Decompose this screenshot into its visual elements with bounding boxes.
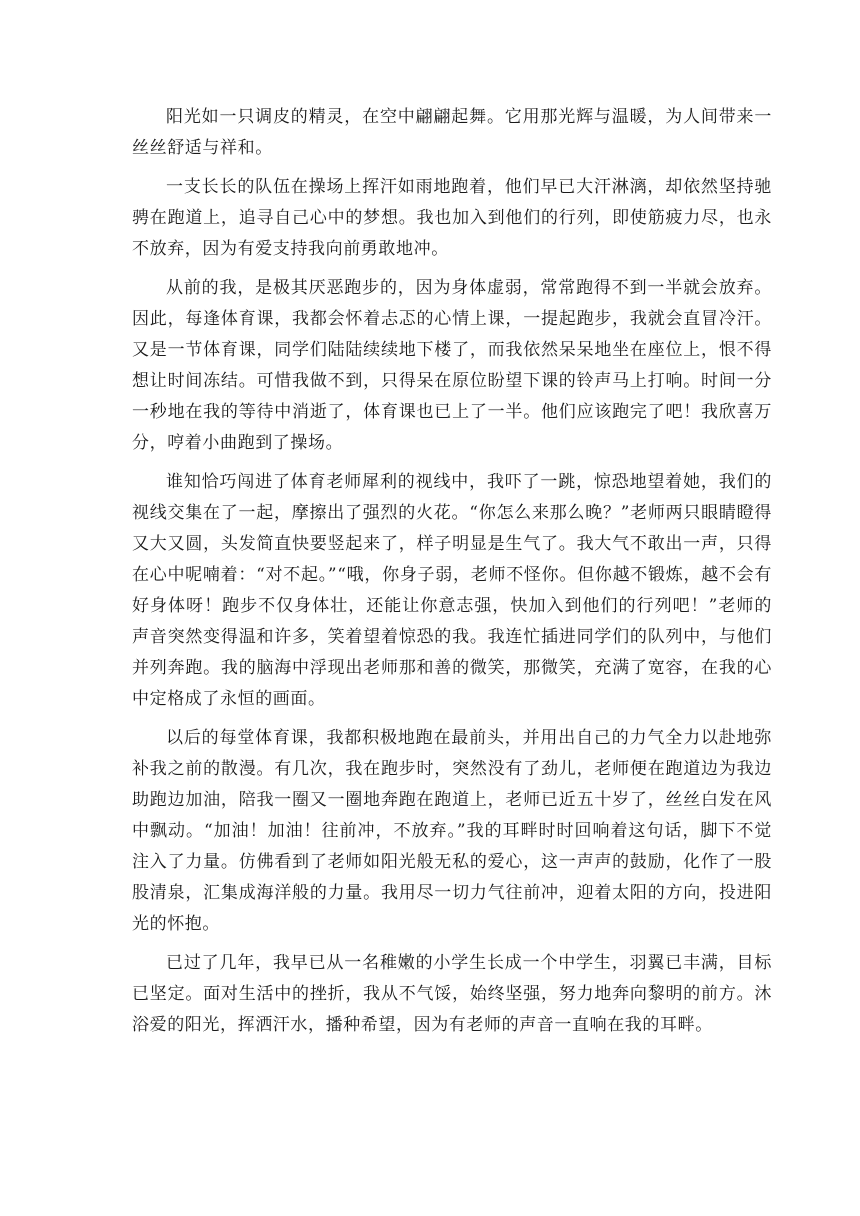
paragraph-6: 已过了几年，我早已从一名稚嫩的小学生长成一个中学生，羽翼已丰满，目标已坚定。面对生活中的挫折，我从不气馁，始终坚强，努力地奔向黎明的前方。沐浴爱的阳光，挥洒汗水，播种希望，因为有老师的声音一直响在我的耳畔。: [132, 953, 772, 1035]
document-body: [132, 102, 772, 1049]
paragraph-3: 从前的我，是极其厌恶跑步的，因为身体虚弱，常常跑得不到一半就会放弃。因此，每逢体育课，我都会怀着忐忑的心情上课，一提起跑步，我就会直冒冷汗。又是一节体育课，同学们陆陆续续地下楼了，而我依然呆呆地坐在座位上，恨不得想让时间冻结。可惜我做不到，只得呆在原位盼望下课的铃声马上打响。时间一分一秒地在我的等待中消逝了，体育课也已上了一半。他们应该跑完了吧！我欣喜万分，哼着小曲跑到了操场。: [132, 278, 772, 453]
paragraph-2: 一支长长的队伍在操场上挥汗如雨地跑着，他们早已大汗淋漓，却依然坚持驰骋在跑道上，追寻自己心中的梦想。我也加入到他们的行列，即使筋疲力尽，也永不放弃，因为有爱支持我向前勇敢地冲。: [132, 177, 772, 259]
paragraph-4: 谁知恰巧闯进了体育老师犀利的视线中，我吓了一跳，惊恐地望着她，我们的视线交集在了一起，摩擦出了强烈的火花。“你怎么来那么晚？”老师两只眼睛瞪得又大又圆，头发简直快要竖起来了，样子明显是生气了。我大气不敢出一声，只得在心中呢喃着：“对不起。”“哦，你身子弱，老师不怪你。但你越不锻炼，越不会有好身体呀！跑步不仅身体壮，还能让你意志强，快加入到他们的行列吧！”老师的声音突然变得温和许多，笑着望着惊恐的我。我连忙插进同学们的队列中，与他们并列奔跑。我的脑海中浮现出老师那和善的微笑，那微笑，充满了宽容，在我的心中定格成了永恒的画面。: [132, 472, 772, 709]
paragraph-5: 以后的每堂体育课，我都积极地跑在最前头，并用出自己的力气全力以赴地弥补我之前的散漫。有几次，我在跑步时，突然没有了劲儿，老师便在跑道边为我边助跑边加油，陪我一圈又一圈地奔跑在跑道上，老师已近五十岁了，丝丝白发在风中飘动。“加油！加油！往前冲，不放弃。”我的耳畔时时回响着这句话，脚下不觉注入了力量。仿佛看到了老师如阳光般无私的爱心，这一声声的鼓励，化作了一股股清泉，汇集成海洋般的力量。我用尽一切力气往前冲，迎着太阳的方向，投进阳光的怀抱。: [132, 728, 772, 934]
paragraph-1: 阳光如一只调皮的精灵，在空中翩翩起舞。它用那光辉与温暖，为人间带来一丝丝舒适与祥和。: [132, 107, 772, 158]
